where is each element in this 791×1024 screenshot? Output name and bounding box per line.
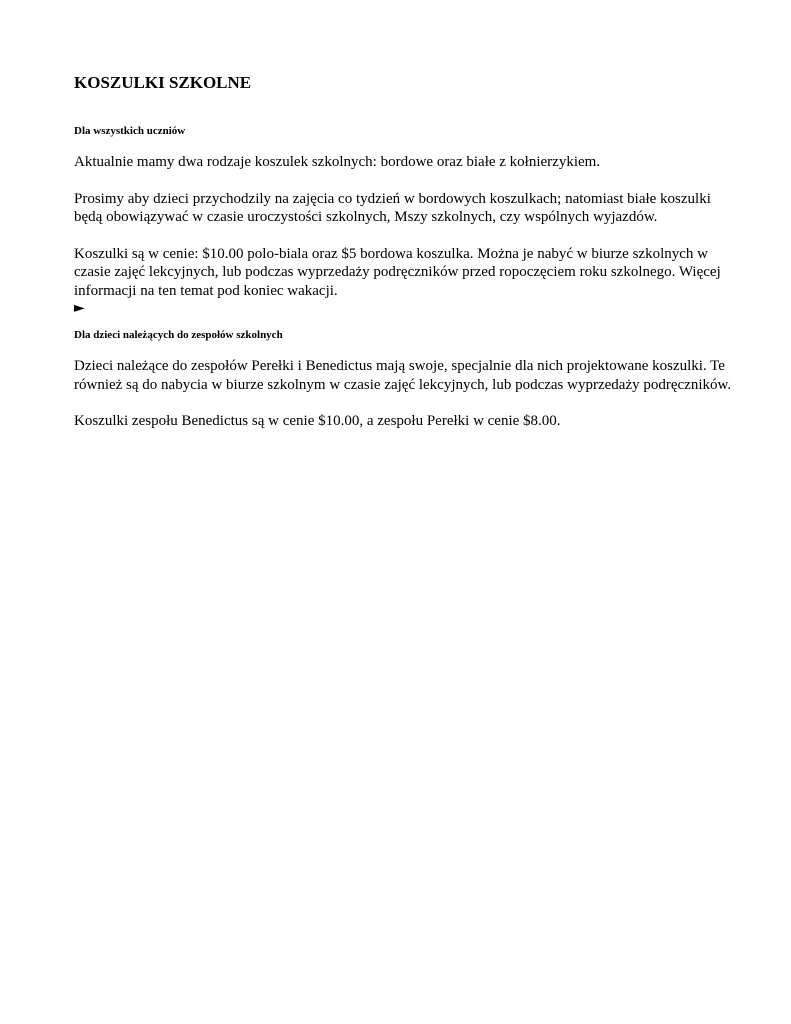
page-title: KOSZULKI SZKOLNE xyxy=(74,73,252,92)
paragraph-shirt-prices: Koszulki są w cenie: $10.00 polo-biala oraz $5 bordowa koszulka. Można je nabyć w biurze szkolnych w czasie zajęć lekcyjnych, lub podczas wyprzedaży podręczników przed ropoczęciem roku szkolnego. Więcej informacji na ten temat pod koniec wakacji. xyxy=(74,245,721,299)
section-heading-all-students: Dla wszystkich uczniów xyxy=(74,125,186,137)
arrow-right-icon: ► xyxy=(74,300,85,316)
paragraph-group-shirts: Dzieci należące do zespołów Perełki i Benedictus mają swoje, specjalnie dla nich projektowane koszulki. Te również są do nabycia w biurze szkolnym w czasie zajęć lekcyjnych, lub podczas wyprzedaży podręczników. xyxy=(74,358,732,393)
paragraph-shirt-types: Aktualnie mamy dwa rodzaje koszulek szkolnych: bordowe oraz białe z kołnierzykiem. xyxy=(74,154,601,170)
section-heading-school-groups: Dla dzieci należących do zespołów szkolnych xyxy=(74,329,283,341)
document-page xyxy=(74,72,744,431)
paragraph-shirt-schedule: Prosimy aby dzieci przychodzily na zajęcia co tydzień w bordowych koszulkach; natomiast białe koszulki będą obowiązywać w czasie uroczystości szkolnych, Mszy szkolnych, czy wspólnych wyjazdów. xyxy=(74,190,711,225)
paragraph-group-prices: Koszulki zespołu Benedictus są w cenie $10.00, a zespołu Perełki w cenie $8.00. xyxy=(74,413,561,429)
